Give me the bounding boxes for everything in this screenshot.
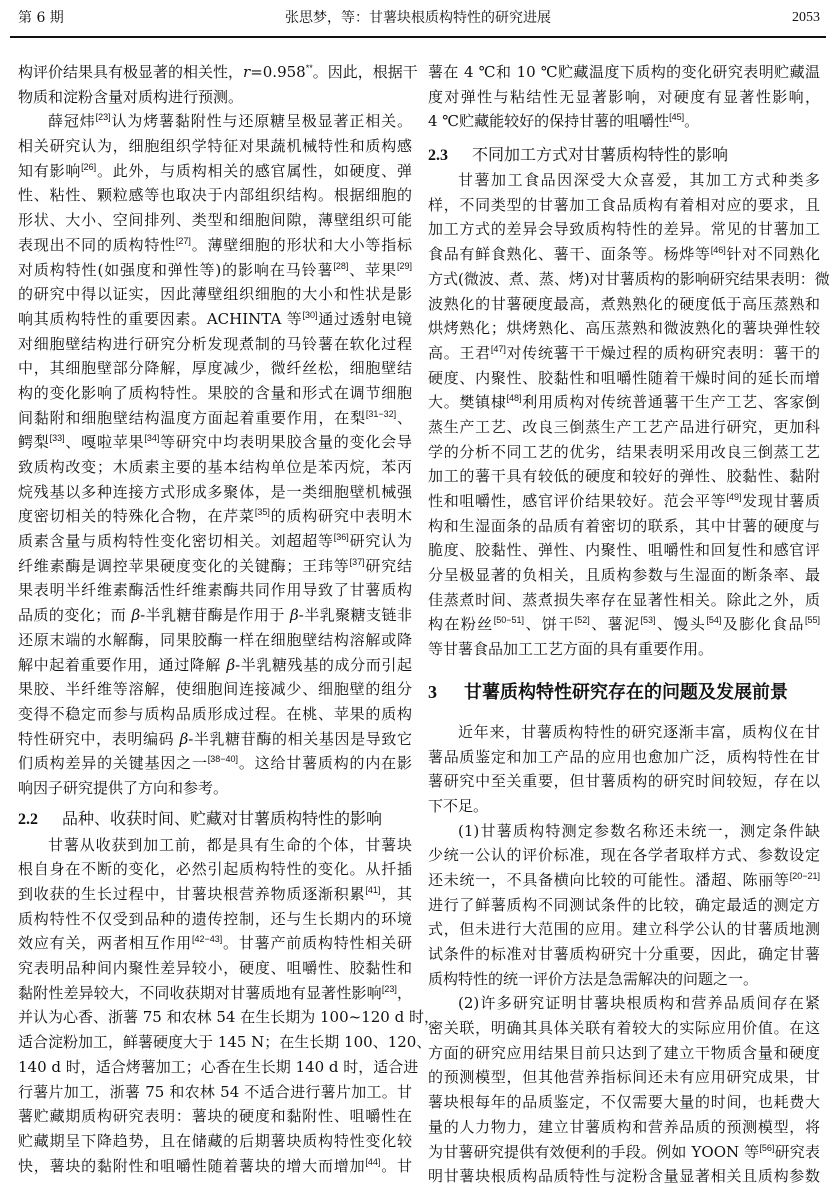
text-line: 甘薯从收获到加工前，都是具有生命的个体，甘薯块 [48,835,412,854]
text-line [428,390,820,415]
citation-superscript: [35] [254,507,270,518]
text-run: 知有影响 [18,161,82,180]
paragraph [428,168,830,662]
text-run: 薛冠炜 [48,112,96,131]
text-run: -半乳糖苷酶的相关基因是导致它 [188,729,412,748]
text-run: -半乳聚糖支链非 [298,606,412,625]
text-line: 的预测模型，但其他营养指标间还未有应用研究成果，甘 [428,1068,820,1087]
text-run: 等研究中均表明果胶含量的变化会导 [159,433,412,452]
text-line: 试条件的标准对甘薯质构研究十分重要，因此，确定甘薯 [428,945,820,963]
text-line: 140 d 时，适合烤薯加工；心香在生长期 140 d 时，适合进 [18,1057,419,1076]
text-line [18,981,412,1006]
text-line: 构的变化影响了质构特性。果胶的含量和形式在调节细胞 [18,383,412,402]
text-line [18,554,412,579]
text-run: 构评价结果具有极显著的相关性， [18,63,244,81]
text-line [18,258,412,283]
text-line: 样，不同类型的甘薯加工食品质构有着相对应的要求，且 [428,195,820,214]
text-line: 学的分析不同工艺的优劣，结果表明采用改良三倒蒸工艺 [428,442,820,461]
section-title: 甘薯质构特性研究存在的问题及发展前景 [464,681,788,703]
text-run: 还未统一，不具备横向比较的可能性。潘超、陈丽等 [428,870,790,889]
text-line: 密关联，明确其具体关联有着较大的实际应用价值。在这 [428,1019,820,1038]
section-title: 不同加工方式对甘薯质构特性的影响 [472,145,729,165]
text-run: 。这给甘薯质构的内在影 [238,754,412,773]
citation-superscript: [48] [506,393,522,404]
citation-superscript: [31−32] [365,408,397,419]
text-line: 烘烤熟化；烘烤熟化、高压蒸熟和微波熟化的薯块弹性较 [428,319,820,338]
text-run: 、薯泥 [589,615,641,634]
text-line [18,603,412,628]
text-run: 通过透射电镜 [317,309,412,328]
text-line [428,242,820,267]
text-run: 快，薯块的黏附性和咀嚼性随着薯块的增大而增加 [18,1156,366,1175]
text-line: 薯研究中至关重要，但甘薯质构的研究时间较短，存在以 [428,772,820,791]
text-run: 。因此，根据干 [312,63,418,81]
text-line: 还原末端的水解酶，同果胶酶一样在细胞壁结构溶解或降 [18,630,412,649]
text-run: ，其 [380,885,412,903]
text-line [18,751,412,776]
text-run: 构在粉丝 [428,615,494,634]
text-line [18,727,412,752]
citation-superscript: [44] [365,1156,381,1167]
text-line: 响因子研究提供了方向和参考。 [18,778,229,797]
text-line [18,430,412,455]
text-line: 形状、大小、空间排列、类型和细胞间隙，薄壁组织可能 [18,211,412,230]
paragraph [428,720,820,819]
text-line: 变得不稳定而参与质构品质形成过程。在桃、苹果的质构 [18,704,412,723]
section-heading [18,805,412,833]
text-line: 少统一公认的评价标准，现在各学者取样方式、参数设定 [428,846,820,865]
text-line: 脆度、胶黏性、弹性、内聚性、咀嚼性和回复性和感官评 [428,541,820,560]
citation-superscript: [20−21] [789,870,820,881]
citation-superscript: [36] [333,532,349,543]
right-column [428,60,830,1189]
citation-superscript: [41] [365,885,381,895]
citation-superscript: [54] [706,615,722,626]
text-line: 等甘薯食品加工工艺方面的具有重要作用。 [428,640,714,659]
text-line: 果表明半纤维素酶活性纤维素酶共同作用导致了甘薯质构 [18,581,412,600]
citation-superscript: [47] [490,343,506,354]
text-line [18,1154,412,1179]
text-line [428,109,820,134]
text-run: 效应有关，两者相互作用 [18,934,192,953]
citation-superscript: [33] [49,433,65,444]
italic-symbol: β [226,655,236,674]
text-line: 烷残基以多种连接方式形成多聚体，是一类细胞壁机械强 [18,482,412,501]
text-line: 并认为心香、浙薯 75 和农林 54 在生长期为 100~120 d 时， [18,1008,439,1027]
text-line [18,931,412,956]
citation-superscript: [50−51] [493,615,525,626]
paragraph [18,60,418,109]
citation-superscript: [52] [574,615,590,626]
text-line: 适合淀粉加工，鲜薯硬度大于 145 N；在生长期 100、120、 [18,1033,432,1052]
citation-superscript: [56] [759,1142,775,1153]
text-line: 式，但未进行大范围的应用。建立科学公认的甘薯质地测 [428,920,820,939]
text-line: 方面的研究应用结果目前只达到了建立干物质含量和硬度 [428,1043,820,1062]
section-number: 3 [428,681,437,702]
text-line [428,1140,820,1165]
text-run: 。甘薯产前质构特性相关研 [222,934,412,953]
text-run: -半乳糖苷酶是作用于 [140,606,291,625]
citation-superscript: [55] [804,615,820,626]
text-run: =0.958 [250,63,306,81]
journal-issue: 第 6 期 [18,10,64,26]
text-line: 贮藏期呈下降趋势，且在储藏的后期薯块质构特性变化较 [18,1131,412,1150]
text-line [18,653,412,678]
italic-symbol: β [131,606,141,625]
text-line: 波熟化的甘薯硬度最高，煮熟熟化的硬度低于高压蒸熟和 [428,294,820,313]
text-run: 到收获的生长过程中，甘薯块根营养物质逐渐积累 [18,885,366,903]
text-run: 对质构特性(如强度和弹性等)的影响在马铃薯 [18,260,334,279]
text-run: -半乳糖残基的成分而引起 [235,655,412,674]
text-run: ， [396,983,412,1002]
citation-superscript: ** [305,63,313,73]
text-line: 质构特性不仅受到品种的遗传控制，还与生长期内的环境 [18,909,412,928]
text-line: (2)许多研究证明甘薯块根质构和营养品质间存在紧 [458,994,820,1013]
text-line [18,109,412,134]
citation-superscript: [30] [302,309,318,320]
text-line [18,882,412,907]
text-line: (1)甘薯质构特测定参数名称还未统一，测定条件缺 [458,821,820,840]
text-line [18,159,412,184]
text-line: 致质构改变；木质素主要的基本结构单位是苯丙烷，苯丙 [18,458,412,476]
citation-superscript: [42−43] [191,934,223,945]
text-run: 品质的变化；而 [18,606,132,625]
text-line [18,406,412,431]
text-line: 薯在 4 ℃和 10 ℃贮藏温度下质构的变化研究表明贮藏温 [428,63,820,81]
text-line: 下不足。 [428,796,489,815]
text-line: 果胶、半纤维等溶解，使细胞间连接减少、细胞壁的组分 [18,680,412,699]
citation-superscript: [38−40] [207,754,239,765]
text-line [428,868,820,893]
text-run: 、饼干 [524,615,575,634]
citation-superscript: [23] [381,983,397,994]
text-line: 硬度、内聚性、胶黏性和咀嚼性随着干燥时间的延长而增 [428,368,820,387]
text-line: 薯块根每年的品质鉴定，不仅需要大量的时间，也耗费大 [428,1093,820,1112]
citation-superscript: [46] [710,245,726,256]
text-run: 、馒头 [655,615,707,634]
text-line: 中，其细胞壁部分降解，厚度减少，微纤丝松，细胞壁结 [18,359,412,378]
text-run: 针对不同熟化 [725,245,820,264]
text-run: 黏附性差异较大，不同收获期对甘薯质地有显著性影响 [18,983,382,1002]
text-line: 佳蒸煮时间、蒸煮损失率存在显著性相关。除此之外，质 [428,590,820,609]
text-line: 甘薯加工食品因深受大众喜爱，其加工方式种类多 [458,171,820,190]
text-run: 大。樊镇棣 [428,393,507,412]
text-run: 研究认为 [348,532,412,551]
text-line: 根自身在不断的变化，必然引起质构特性的变化。从扦插 [18,860,412,879]
text-run: 、 [396,408,412,427]
citation-superscript: [23] [95,112,111,123]
citation-superscript: [29] [396,260,412,271]
text-run: 对传统薯干干燥过程的质构研究表明：薯干的 [505,343,820,362]
citation-superscript: [37] [349,556,365,567]
paragraph [18,109,412,800]
text-line [18,60,418,85]
text-line [18,529,412,554]
text-line [18,233,412,258]
section-heading [428,677,820,707]
text-line [18,504,412,529]
running-title: 张思梦，等：甘薯块根质构特性的研究进展 [285,10,551,26]
text-run: 、嘎啦苹果 [64,433,145,452]
text-line: 进行了鲜薯质构不同测试条件的比较，确定最适的测定方 [428,895,820,914]
text-line: 薯贮藏期质构研究表明：薯块的硬度和黏附性、咀嚼性在 [18,1107,412,1126]
text-run: 食品有鲜食熟化、薯干、面条等。杨烨等 [428,245,711,264]
text-run: 、苹果 [348,260,397,279]
text-line: 性、粘性、颗粒感等也取决于内部组织结构。根据细胞的 [18,186,412,205]
page-number: 2053 [792,10,820,25]
text-run: 。此外，与质构相关的感官属性，如硬度、弹 [96,161,412,180]
text-run: 的质构研究中表明木 [269,507,412,526]
text-run: 。薄壁细胞的形状和大小等指标 [190,235,412,254]
text-run: 认为烤薯黏附性与还原糖呈极显著正相关。 [110,112,412,131]
text-line [428,489,820,514]
text-run: 鳄梨 [18,433,50,452]
text-run: 研究结 [364,556,412,575]
text-run: 及膨化食品 [721,615,805,634]
text-run: 解中起着重要作用，通过降解 [18,655,227,674]
text-run: 。甘 [380,1156,412,1175]
text-line: 的研究中得以证实，因此薄壁组织细胞的大小和性状是影 [18,285,412,304]
text-run: 性和咀嚼性，感官评价结果较好。范会平等 [428,492,727,510]
text-run: 为甘薯研究提供有效便利的手段。例如 YOON 等 [428,1142,760,1161]
section-number: 2.3 [428,147,448,165]
paragraph [428,991,820,1189]
section-heading [428,142,820,168]
section-title: 品种、收获时间、贮藏对甘薯质构特性的影响 [62,808,383,828]
text-run: 间黏附和细胞壁结构温度方面起着重要作用，在梨 [18,408,366,427]
text-line: 究表明品种间内聚性差异较小，硬度、咀嚼性、胶黏性和 [18,959,412,978]
text-run: 们质构差异的关键基因之一 [18,754,208,773]
text-run: 特性研究中，表明编码 [18,729,180,748]
text-run: 质素含量与质构特性变化密切相关。刘超超等 [18,532,334,551]
text-line: 行薯片加工，浙薯 75 和农林 54 不适合进行薯片加工。甘 [18,1082,412,1101]
section-number: 2.2 [18,810,38,828]
text-run: 纤维素酶是调控苹果硬度变化的关键酶；王玮等 [18,556,350,575]
text-run: 利用质构对传统普通薯干生产工艺、客家倒 [521,393,820,412]
text-run: 研究表 [774,1142,820,1161]
text-line [18,307,412,332]
text-line: 量的人力物力，建立甘薯质构和营养品质的预测模型，将 [428,1117,820,1136]
text-line: 度对弹性与粘结性无显著影响，对硬度有显著性影响， [428,87,820,106]
text-line [428,612,820,637]
citation-superscript: [28] [333,260,349,271]
text-line: 加工的薯干具有较低的硬度和较好的弹性、胶黏性、黏附 [428,467,820,486]
text-line: 方式(微波、煮、蒸、烤)对甘薯质构的影响研究结果表明：微 [428,269,830,288]
text-run: 。 [684,112,700,131]
paragraph [18,833,439,1179]
text-line [428,341,820,366]
citation-superscript: [27] [175,235,191,246]
text-line: 明甘薯块根质构品质特性与淀粉含量显著相关且质构参数 [428,1167,820,1186]
italic-symbol: r [243,63,251,81]
paragraph [428,819,820,992]
citation-superscript: [49] [726,492,742,502]
text-run: 响其质构特性的重要因素。ACHINTA 等 [18,309,303,328]
text-run: 度密切相关的特殊化合物，在芹菜 [18,507,255,526]
text-line: 加工方式的差异会导致质构特性的差异。常见的甘薯加工 [428,220,820,239]
citation-superscript: [45] [669,112,685,123]
citation-superscript: [34] [144,433,160,444]
italic-symbol: β [179,729,189,748]
text-line: 薯品质鉴定和加工产品的应用也愈加广泛，质构特性在甘 [428,747,820,766]
text-run: 高。王君 [428,343,491,362]
text-line: 相关研究认为，细胞组织学特征对果蔬机械特性和质构感 [18,137,412,156]
text-line: 构和生湿面条的品质有着密切的联系，其中甘薯的硬度与 [428,516,820,535]
text-run: 4 ℃贮藏能较好的保持甘薯的咀嚼性 [428,112,670,131]
text-line: 质构特性的统一评价方法是急需解决的问题之一。 [428,969,759,988]
text-run: 表现出不同的质构特性 [18,235,176,254]
left-column [18,60,439,1178]
header-rule [10,36,826,38]
paragraph [428,60,820,134]
text-line: 近年来，甘薯质构特性的研究逐渐丰富，质构仪在甘 [458,722,820,741]
italic-symbol: β [290,606,299,625]
text-line: 分呈极显著的负相关，且质构参数与生湿面的断条率、最 [428,566,820,585]
text-line: 蒸生产工艺、改良三倒蒸生产工艺产品进行研究，更加科 [428,417,820,436]
citation-superscript: [26] [81,161,97,172]
text-line: 对细胞壁结构进行研究分析发现煮制的马铃薯在软化过程 [18,334,412,353]
citation-superscript: [53] [640,615,656,626]
text-line: 物质和淀粉含量对质构进行预测。 [18,87,244,106]
text-run: 发现甘薯质 [741,492,820,510]
